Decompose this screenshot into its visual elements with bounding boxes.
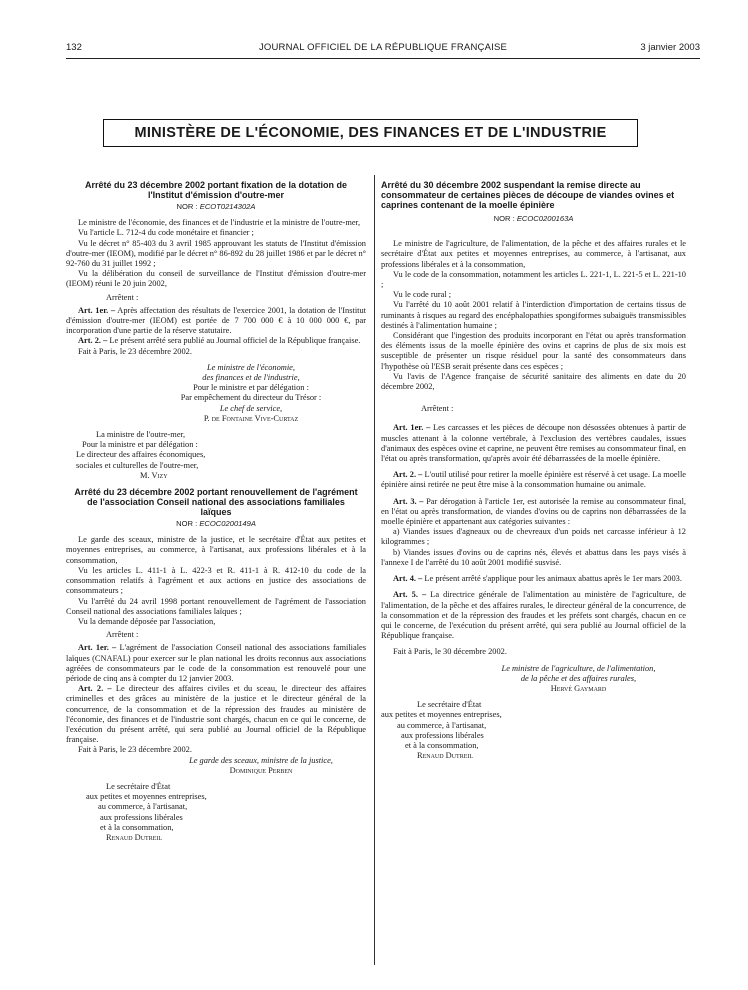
done-at: Fait à Paris, le 23 décembre 2002.: [78, 745, 192, 755]
signature-block: Le ministre de l'économie, des finances et de l'industrie, Pour le ministre et par délégation : Par empêchement du directeur du Trésor : Le chef de service, P. de Fontaine Vive-Curtaz: [66, 363, 366, 424]
visa: Vu la délibération du conseil de surveillance de l'Institut d'émission d'outre-mer (IEOM) réuni le 20 juin 2002,: [66, 269, 366, 289]
article: Art. 2. – L'outil utilisé pour retirer la moelle épinière est réservé à cet usage. La moelle épinière ainsi retirée ne peut être mise à la consommation humaine ou animale.: [381, 470, 686, 490]
visa: Vu l'arrêté du 24 avril 1998 portant renouvellement de l'agrément de l'association Conseil national des associations familiales laïques ;: [66, 596, 366, 616]
preamble: Le ministre de l'économie, des finances et de l'industrie et la ministre de l'outre-mer,: [78, 218, 361, 228]
article-label: Art. 3. –: [393, 496, 424, 506]
article: Art. 4. – Le présent arrêté s'applique pour les animaux abattus après le 1er mars 2003.: [393, 574, 682, 584]
signature-block: Le ministre de l'agriculture, de l'alimentation, de la pêche et des affaires rurales, Hervé Gaymard: [381, 664, 686, 695]
recital: Considérant que l'ingestion des produits incorporant en l'état ou après transformation des éléments issus de la moelle épinière des ovins et caprins de plus de six mois est susceptible de présenter un risque résiduel pour la santé des consommateurs dans l'hypothèse où l'ESB serait présente dans ces espèces ;: [381, 331, 686, 371]
arrete-title: Arrêté du 30 décembre 2002 suspendant la remise directe au consommateur de certaines pièces de découpe de viandes ovines et caprines contenant de la moelle épinière: [381, 180, 675, 210]
visa: Vu la demande déposée par l'association,: [78, 616, 216, 626]
article-label: Art. 1er. –: [78, 643, 117, 653]
left-column: [66, 180, 366, 843]
article-label: Art. 5. –: [393, 590, 427, 600]
arrete-title: Arrêté du 23 décembre 2002 portant fixation de la dotation de l'Institut d'émission d'outre-mer: [84, 180, 348, 200]
nor-line: NOR : ECOT0214302A: [176, 202, 256, 211]
list-item: a) Viandes issues d'agneaux ou de chevreaux d'un poids net carcasse inférieur à 12 kilogrammes ;: [381, 527, 686, 547]
signatory-name: Hervé Gaymard: [550, 683, 607, 693]
ministry-heading: MINISTÈRE DE L'ÉCONOMIE, DES FINANCES ET DE L'INDUSTRIE: [103, 119, 638, 147]
article-label: Art. 1er. –: [393, 423, 431, 433]
done-at: Fait à Paris, le 30 décembre 2002.: [393, 647, 507, 657]
visa: Vu l'article L. 712-4 du code monétaire et financier ;: [78, 228, 254, 238]
signature-block: Le secrétaire d'État aux petites et moyennes entreprises, au commerce, à l'artisanat, aux professions libérales et à la consommation, Renaud Dutreil: [66, 782, 366, 843]
signatory-name: Renaud Dutreil: [417, 751, 474, 761]
right-column: [381, 180, 686, 761]
page-number: 132: [66, 42, 82, 53]
signatory-name: Dominique Perben: [229, 765, 293, 775]
nor-code: ECOC0200163A: [516, 214, 574, 223]
signatory-name: Renaud Dutreil: [106, 832, 163, 842]
signatory-name: M. Vizy: [140, 470, 168, 480]
issue-date: 3 janvier 2003: [640, 42, 700, 53]
preamble: Le ministre de l'agriculture, de l'alimentation, de la pêche et des affaires rurales et le secrétaire d'État aux petites et moyennes entreprises, au commerce, à l'artisanat, aux professions libérales et à la consommation,: [381, 239, 686, 269]
list-item: b) Viandes issues d'ovins ou de caprins nés, élevés et abattus dans les pays visés à l'annexe I de l'arrêté du 10 août 2001 modifié susvisé.: [381, 547, 686, 567]
visa: Vu l'arrêté du 10 août 2001 relatif à l'interdiction d'importation de certains tissus de ruminants à risques au regard des encéphalopathies spongiformes subaiguës transmissibles destinés à l'alimentation humaine ;: [381, 300, 686, 330]
nor-code: ECOT0214302A: [199, 202, 256, 211]
arretent-word: Arrêtent :: [106, 292, 139, 302]
journal-title: JOURNAL OFFICIEL DE LA RÉPUBLIQUE FRANÇAISE: [258, 42, 508, 53]
article-label: Art. 4. –: [393, 574, 423, 584]
article-label: Art. 1er. –: [78, 305, 116, 315]
visa: Vu le décret n° 85-403 du 3 avril 1985 approuvant les statuts de l'Institut d'émission d'outre-mer (IEOM), modifié par le décret n° 86-892 du 28 juillet 1986 et par le décret n° 92-760 du 31 juillet 1992 ;: [66, 238, 366, 269]
article: Art. 2. – Le directeur des affaires civiles et du sceau, le directeur des affaires criminelles et des grâces au ministère de la justice et le directeur général de la concurrence, de la consommation et de la répression des fraudes au ministère de l'économie, des finances et de l'industrie sont chargés, chacun en ce qui le concerne, de l'exécution du présent arrêté, qui sera publié au Journal officiel de la République française.: [66, 684, 366, 745]
arrete-title: Arrêté du 23 décembre 2002 portant renouvellement de l'agrément de l'association Conseil national des associations familiales laïques: [74, 487, 358, 518]
signatory-name: P. de Fontaine Vive-Curtaz: [203, 413, 299, 423]
visa: Vu l'avis de l'Agence française de sécurité sanitaire des aliments en date du 20 décembre 2002,: [381, 371, 686, 392]
article-label: Art. 2. –: [78, 336, 108, 346]
arretent-word: Arrêtent :: [421, 404, 454, 414]
article: Art. 1er. – Après affectation des résultats de l'exercice 2001, la dotation de l'Institut d'émission d'outre-mer (IEOM) est portée de 7 700 000 € à 10 000 000 €, par incorporation d'une partie de la réserve statutaire.: [66, 305, 366, 336]
signature-block: La ministre de l'outre-mer, Pour la ministre et par délégation : Le directeur des affaires économiques, sociales et culturelles de l'outre-mer, M. Vizy: [66, 430, 366, 481]
arretent-word: Arrêtent :: [106, 630, 139, 640]
done-at: Fait à Paris, le 23 décembre 2002.: [78, 346, 192, 356]
running-header: [66, 42, 700, 56]
visa: Vu les articles L. 411-1 à L. 422-3 et R. 411-1 à R. 412-10 du code de la consommation relatifs à l'agrément et aux actions en justice des associations de consommateurs ;: [66, 565, 366, 596]
nor-line: NOR : ECOC0200149A: [176, 519, 256, 529]
nor-line: NOR : ECOC0200163A: [493, 214, 574, 223]
visa: Vu le code rural ;: [393, 290, 452, 300]
article: Art. 5. – La directrice générale de l'alimentation au ministère de l'agriculture, de l'alimentation, de la pêche et des affaires rurales, le directeur général de la concurrence, de la consommation et de la répression des fraudes et les préfets sont chargés, chacun en ce qui le concerne, de l'exécution du présent arrêté, qui sera publié au Journal officiel de la République française.: [381, 590, 686, 641]
article: Art. 2. – Le présent arrêté sera publié au Journal officiel de la République française.: [78, 336, 361, 346]
signature-block: Le secrétaire d'État aux petites et moyennes entreprises, au commerce, à l'artisanat, aux professions libérales et à la consommation, Renaud Dutreil: [381, 700, 686, 761]
article: Art. 3. – Par dérogation à l'article 1er, est autorisée la remise au consommateur final, en l'état ou après transformation, de viandes d'ovins ou de caprins non débarrassées de la moelle épinière et appartenant aux catégories suivantes :: [381, 496, 686, 527]
signature-block: Le garde des sceaux, ministre de la justice, Dominique Perben: [66, 756, 366, 776]
article: Art. 1er. – Les carcasses et les pièces de découpe non désossées obtenues à partir de muscles attenant à la colonne vertébrale, à l'exclusion des vertèbres caudales, issues d'animaux des espèces ovine et caprine, ne peuvent être remises au consommateur final, en l'état ou après transformation, qu'après avoir été débarrassées de la moelle épinière.: [381, 423, 686, 464]
article-label: Art. 2. –: [78, 684, 112, 694]
article: Art. 1er. – L'agrément de l'association Conseil national des associations familiales laïques (CNAFAL) pour exercer sur le plan national les droits reconnus aux associations agréées de consommateurs par le code de la consommation est renouvelé pour une période de cinq ans à compter du 12 janvier 2003.: [66, 643, 367, 683]
column-divider: [374, 175, 375, 965]
nor-code: ECOC0200149A: [199, 519, 256, 529]
article-label: Art. 2. –: [393, 470, 423, 480]
header-rule: [66, 58, 700, 59]
preamble: Le garde des sceaux, ministre de la justice, et le secrétaire d'État aux petites et moyennes entreprises, au commerce, à l'artisanat, aux professions libérales et à la consommation,: [66, 535, 366, 565]
visa: Vu le code de la consommation, notamment les articles L. 221-1, L. 221-5 et L. 221-10 ;: [381, 269, 686, 290]
